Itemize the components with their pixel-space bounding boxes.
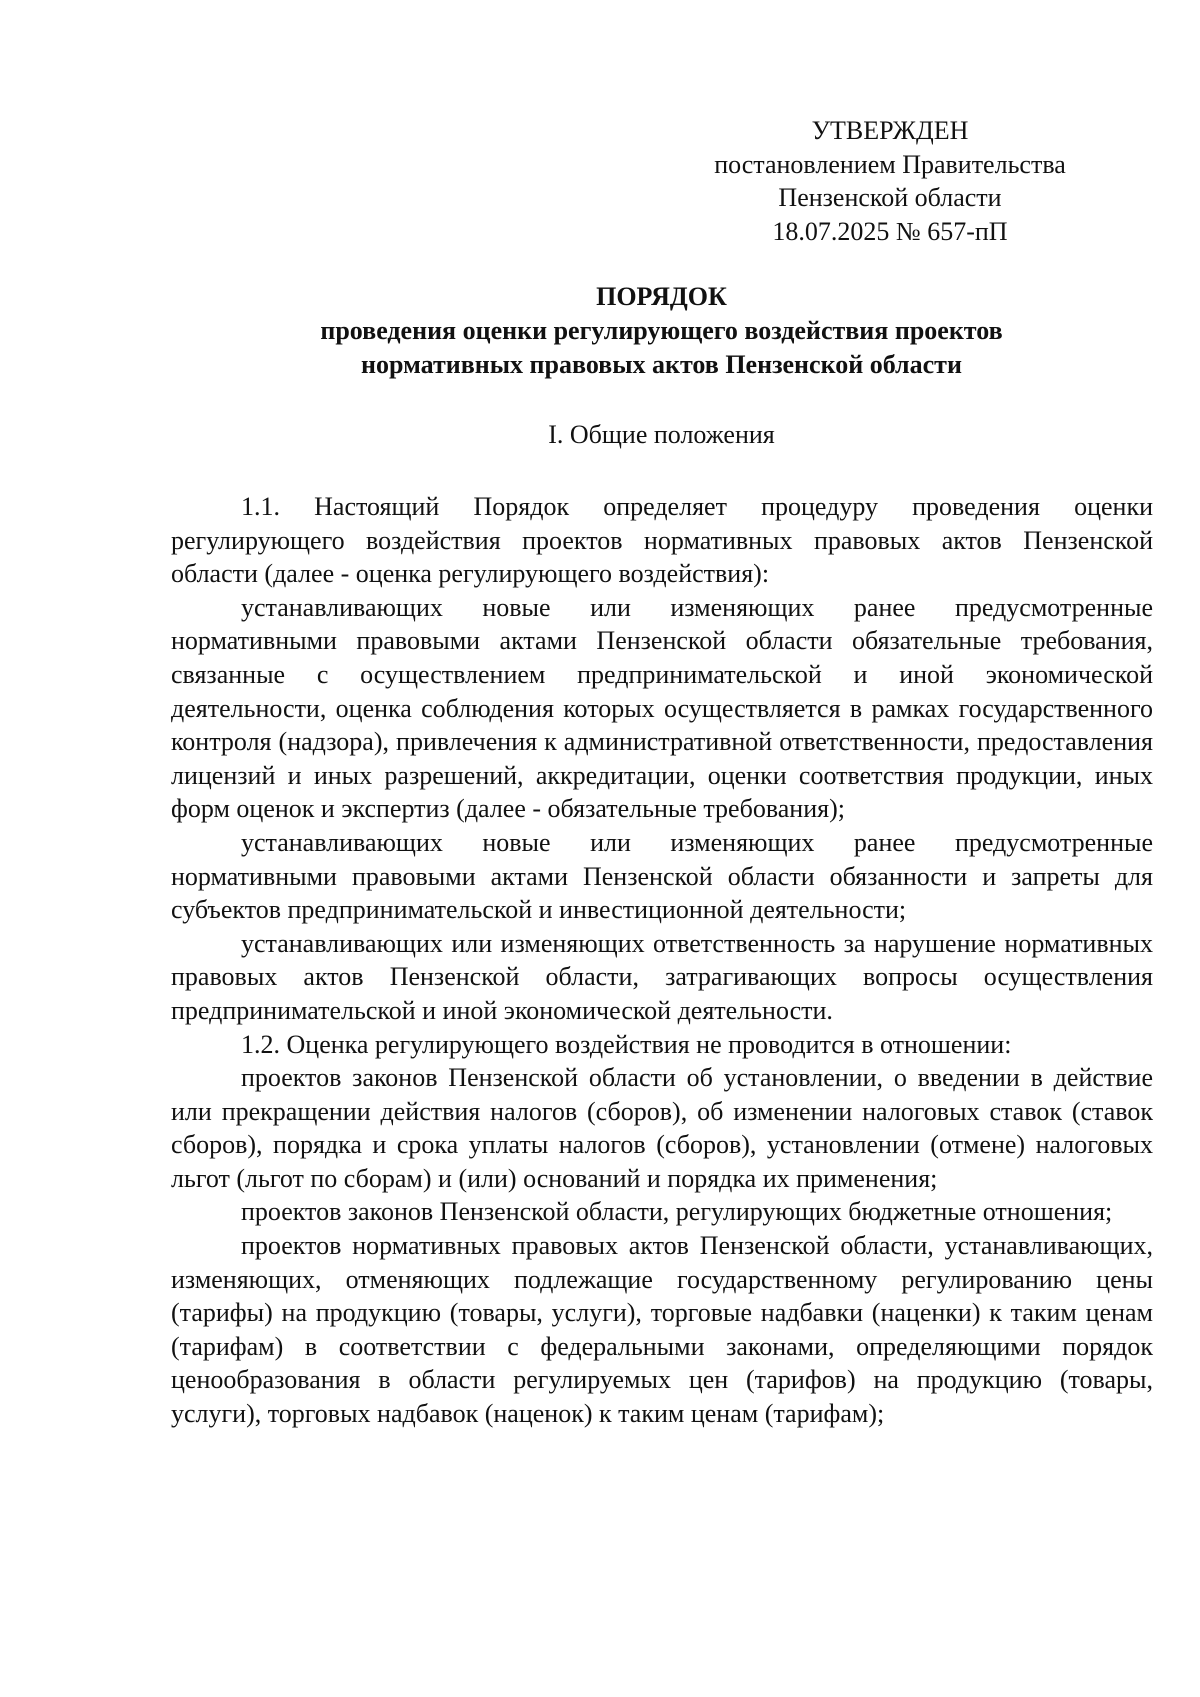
approval-date-number: 18.07.2025 № 657-пП: [772, 216, 1008, 246]
paragraph-item: проектов законов Пензенской области, регулирующих бюджетные отношения;: [241, 1197, 1113, 1227]
document-title: [170, 280, 1153, 382]
approval-label: УТВЕРЖДЕН: [811, 116, 969, 145]
paragraph-item: устанавливающих или изменяющих ответственность за нарушение нормативных правовых актов Пензенской области, затрагивающих вопросы осуществления предпринимательской и иной экономической деятельности.: [171, 928, 1153, 1025]
paragraph-1-2: 1.2. Оценка регулирующего воздействия не проводится в отношении:: [241, 1029, 1012, 1059]
paragraph-item: устанавливающих новые или изменяющих ранее предусмотренные нормативными правовыми актами Пензенской области обязательные требования, связанные с осуществлением предпринимательской и иной экономической деятельности, оценка соблюдения которых осуществляется в рамках государственного контроля (надзора), привлечения к административной ответственности, предоставления лицензий и иных разрешений, аккредитации, оценки соответствия продукции, иных форм оценок и экспертиз (далее - обязательные требования);: [171, 592, 1153, 824]
document-body: [171, 490, 1153, 1431]
approval-stamp: [700, 114, 1080, 248]
paragraph-item: проектов законов Пензенской области об установлении, о введении в действие или прекращении действия налогов (сборов), об изменении налоговых ставок (ставок сборов), порядка и срока уплаты налогов (сборов), установлении (отмене) налоговых льгот (льгот по сборам) и (или) оснований и порядка их применения;: [171, 1063, 1153, 1193]
title-main: ПОРЯДОК: [596, 282, 727, 311]
paragraph-item: устанавливающих новые или изменяющих ранее предусмотренные нормативными правовыми актами Пензенской области обязанности и запреты для субъектов предпринимательской и инвестиционной деятельности;: [171, 827, 1153, 925]
approval-issuer-line: постановлением Правительства: [714, 149, 1066, 179]
paragraph-1-1: 1.1. Настоящий Порядок определяет процедуру проведения оценки регулирующего воздействия проектов нормативных правовых актов Пензенской области (далее - оценка регулирующего воздействия):: [171, 492, 1153, 589]
paragraph-item: проектов нормативных правовых актов Пензенской области, устанавливающих, изменяющих, отменяющих подлежащие государственному регулированию цены (тарифы) на продукцию (товары, услуги), торговые надбавки (наценки) к таким ценам (тарифам) в соответствии с федеральными законами, определяющими порядок ценообразования в области регулируемых цен (тарифов) на продукцию (товары, услуги), торговых надбавок (наценок) к таким ценам (тарифам);: [171, 1231, 1153, 1429]
title-subtitle-line-1: проведения оценки регулирующего воздействия проектов: [320, 316, 1003, 345]
title-subtitle-line-2: нормативных правовых актов Пензенской области: [361, 350, 962, 379]
approval-region-line: Пензенской области: [778, 183, 1002, 212]
section-heading: I. Общие положения: [548, 420, 775, 449]
